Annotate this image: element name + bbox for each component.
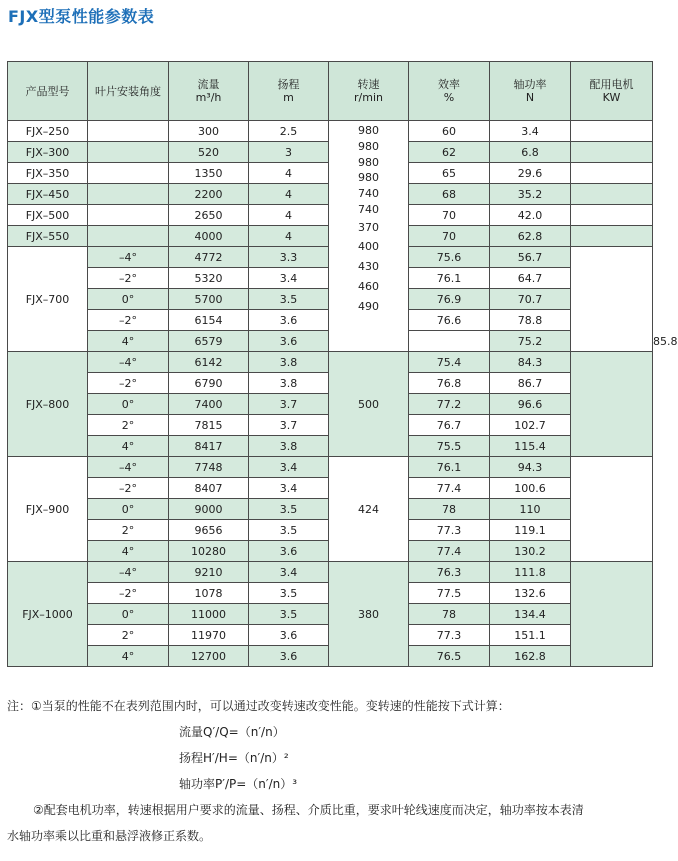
efficiency-cell: 77.4 <box>409 478 490 499</box>
head-cell: 3.6 <box>249 310 329 331</box>
efficiency-cell: 70 <box>409 226 490 247</box>
flow-cell: 2650 <box>169 205 249 226</box>
angle-cell: 4° <box>88 436 169 457</box>
flow-cell: 1350 <box>169 163 249 184</box>
motor-cell-merged <box>571 457 653 562</box>
angle-cell: 0° <box>88 289 169 310</box>
efficiency-cell: 70 <box>409 205 490 226</box>
angle-cell: 2° <box>88 625 169 646</box>
table-row: 4° 6579 3.6 75.2 85.8 <box>8 331 653 352</box>
head-cell: 3.8 <box>249 373 329 394</box>
flow-cell: 2200 <box>169 184 249 205</box>
angle-cell: –4° <box>88 457 169 478</box>
shaft-power-cell: 115.4 <box>490 436 571 457</box>
model-cell: FJX–450 <box>8 184 88 205</box>
head-cell: 3.5 <box>249 289 329 310</box>
table-row <box>8 352 653 373</box>
model-cell-merged: FJX–800 <box>8 352 88 457</box>
speed-cell-merged: 424 <box>329 457 409 562</box>
efficiency-cell: 68 <box>409 184 490 205</box>
speed-cell <box>409 331 490 352</box>
flow-cell: 12700 <box>169 646 249 667</box>
flow-cell: 300 <box>169 121 249 142</box>
head-cell: 3.5 <box>249 499 329 520</box>
angle-cell <box>88 205 169 226</box>
shaft-power-cell: 70.7 <box>490 289 571 310</box>
speed-value: 460 <box>358 279 379 293</box>
note-2: ②配套电机功率，转速根据用户要求的流量、扬程、介质比重，要求叶轮线速度而决定，轴功率按本表清 <box>33 803 584 817</box>
shaft-power-cell: 56.7 <box>490 247 571 268</box>
head-cell: 3.6 <box>249 331 329 352</box>
angle-cell: –2° <box>88 373 169 394</box>
header-speed-unit: r/min <box>354 91 383 104</box>
header-efficiency: 效率 % <box>409 62 490 121</box>
speed-value: 980 <box>358 171 379 185</box>
shaft-power-cell: 134.4 <box>490 604 571 625</box>
motor-cell-merged <box>571 352 653 457</box>
flow-cell: 6790 <box>169 373 249 394</box>
head-cell: 4 <box>249 163 329 184</box>
flow-cell: 4772 <box>169 247 249 268</box>
efficiency-cell: 77.3 <box>409 625 490 646</box>
flow-cell: 8407 <box>169 478 249 499</box>
motor-cell <box>571 205 653 226</box>
speed-cell-merged: 500 <box>329 352 409 457</box>
header-shaft-power-unit: N <box>525 91 535 104</box>
flow-cell: 8417 <box>169 436 249 457</box>
shaft-power-cell: 62.8 <box>490 226 571 247</box>
shaft-power-cell: 64.7 <box>490 268 571 289</box>
angle-cell: 4° <box>88 331 169 352</box>
flow-cell: 11970 <box>169 625 249 646</box>
motor-cell <box>571 163 653 184</box>
head-cell: 3.3 <box>249 247 329 268</box>
flow-cell: 7400 <box>169 394 249 415</box>
header-efficiency-unit: % <box>443 91 455 104</box>
model-cell-merged: FJX–1000 <box>8 562 88 667</box>
efficiency-cell: 65 <box>409 163 490 184</box>
efficiency-cell: 76.1 <box>409 457 490 478</box>
efficiency-cell: 76.1 <box>409 268 490 289</box>
angle-cell <box>88 142 169 163</box>
efficiency-cell: 62 <box>409 142 490 163</box>
shaft-power-cell: 100.6 <box>490 478 571 499</box>
efficiency-cell: 76.6 <box>409 310 490 331</box>
shaft-power-cell: 162.8 <box>490 646 571 667</box>
table-row <box>8 562 653 583</box>
shaft-power-cell: 78.8 <box>490 310 571 331</box>
performance-table <box>7 61 678 667</box>
header-flow: 流量 m³/h <box>169 62 249 121</box>
efficiency-cell: 78 <box>409 604 490 625</box>
shaft-power-cell: 119.1 <box>490 520 571 541</box>
angle-cell: –2° <box>88 268 169 289</box>
flow-cell: 6154 <box>169 310 249 331</box>
speed-cell-merged: 380 <box>329 562 409 667</box>
angle-cell: –2° <box>88 583 169 604</box>
shaft-power-cell: 130.2 <box>490 541 571 562</box>
head-cell: 3.7 <box>249 415 329 436</box>
header-model: 产品型号 <box>8 62 88 121</box>
table-row <box>8 121 653 142</box>
angle-cell: 2° <box>88 520 169 541</box>
shaft-power-cell: 151.1 <box>490 625 571 646</box>
efficiency-cell: 77.4 <box>409 541 490 562</box>
angle-cell: 0° <box>88 394 169 415</box>
shaft-power-cell: 132.6 <box>490 583 571 604</box>
angle-cell <box>88 163 169 184</box>
head-cell: 3.6 <box>249 646 329 667</box>
efficiency-cell: 76.5 <box>409 646 490 667</box>
angle-cell <box>88 226 169 247</box>
formula-head: 扬程H′/H=（n′/n）² <box>179 751 289 765</box>
table-body <box>8 121 678 667</box>
angle-cell: –2° <box>88 478 169 499</box>
efficiency-cell: 75.4 <box>409 352 490 373</box>
efficiency-cell: 76.9 <box>409 289 490 310</box>
flow-cell: 9210 <box>169 562 249 583</box>
head-cell: 3.5 <box>249 583 329 604</box>
angle-cell: 2° <box>88 415 169 436</box>
speed-list <box>329 123 408 316</box>
table-row <box>8 457 653 478</box>
shaft-power-cell: 29.6 <box>490 163 571 184</box>
efficiency-cell: 77.3 <box>409 520 490 541</box>
angle-cell: 4° <box>88 541 169 562</box>
angle-cell <box>88 121 169 142</box>
flow-cell: 9656 <box>169 520 249 541</box>
note-3: 水轴功率乘以比重和悬浮液修正系数。 <box>7 829 212 843</box>
speed-value: 490 <box>358 299 379 313</box>
motor-cell-merged <box>571 247 653 352</box>
flow-cell: 7748 <box>169 457 249 478</box>
efficiency-cell: 78 <box>409 499 490 520</box>
motor-cell <box>571 226 653 247</box>
efficiency-cell: 76.8 <box>409 373 490 394</box>
header-head: 扬程 m <box>249 62 329 121</box>
angle-cell: 4° <box>88 646 169 667</box>
shaft-power-cell: 96.6 <box>490 394 571 415</box>
efficiency-cell: 75.5 <box>409 436 490 457</box>
header-head-unit: m <box>283 91 294 104</box>
page-title: FJX型泵性能参数表 <box>8 7 155 26</box>
head-cell: 3.4 <box>249 457 329 478</box>
speed-value: 740 <box>358 202 379 216</box>
speed-value: 740 <box>358 187 379 201</box>
header-flow-unit: m³/h <box>195 91 222 104</box>
header-motor: 配用电机 KW <box>571 62 653 121</box>
speed-value: 980 <box>358 155 379 169</box>
model-cell: FJX–350 <box>8 163 88 184</box>
speed-cell-merged <box>329 121 409 352</box>
motor-cell <box>571 142 653 163</box>
head-cell: 2.5 <box>249 121 329 142</box>
flow-cell: 11000 <box>169 604 249 625</box>
model-cell: FJX–550 <box>8 226 88 247</box>
note-1: 注：①当泵的性能不在表列范围内时，可以通过改变转速改变性能。变转速的性能按下式计算： <box>7 699 510 713</box>
head-cell: 3.5 <box>249 520 329 541</box>
flow-cell: 6142 <box>169 352 249 373</box>
shaft-power-cell: 110 <box>490 499 571 520</box>
header-motor-unit: KW <box>602 91 621 104</box>
speed-value: 370 <box>358 220 379 234</box>
efficiency-cell: 75.2 <box>490 331 571 352</box>
efficiency-cell: 60 <box>409 121 490 142</box>
flow-cell: 1078 <box>169 583 249 604</box>
shaft-power-cell: 94.3 <box>490 457 571 478</box>
speed-value: 400 <box>358 240 379 254</box>
head-cell: 3.5 <box>249 604 329 625</box>
speed-value: 980 <box>358 124 379 137</box>
head-cell: 3.6 <box>249 541 329 562</box>
head-cell: 3.8 <box>249 352 329 373</box>
shaft-power-cell: 35.2 <box>490 184 571 205</box>
angle-cell: –4° <box>88 352 169 373</box>
head-cell: 3.4 <box>249 562 329 583</box>
shaft-power-cell: 86.7 <box>490 373 571 394</box>
motor-cell-merged <box>571 562 653 667</box>
angle-cell <box>88 184 169 205</box>
motor-cell <box>571 184 653 205</box>
shaft-power-cell: 3.4 <box>490 121 571 142</box>
flow-cell: 9000 <box>169 499 249 520</box>
head-cell: 3.7 <box>249 394 329 415</box>
model-cell-merged: FJX–900 <box>8 457 88 562</box>
flow-cell: 10280 <box>169 541 249 562</box>
shaft-power-cell: 84.3 <box>490 352 571 373</box>
head-cell: 4 <box>249 205 329 226</box>
shaft-power-cell: 42.0 <box>490 205 571 226</box>
flow-cell: 7815 <box>169 415 249 436</box>
formula-power: 轴功率P′/P=（n′/n）³ <box>179 777 298 791</box>
shaft-power-cell: 102.7 <box>490 415 571 436</box>
head-cell: 4 <box>249 226 329 247</box>
formula-flow: 流量Q′/Q=（n′/n） <box>179 725 285 739</box>
flow-cell: 5700 <box>169 289 249 310</box>
efficiency-cell: 75.6 <box>409 247 490 268</box>
speed-value: 430 <box>358 260 379 274</box>
notes <box>7 693 655 849</box>
model-cell: FJX–250 <box>8 121 88 142</box>
angle-cell: –4° <box>88 247 169 268</box>
model-cell: FJX–500 <box>8 205 88 226</box>
shaft-power-cell: 111.8 <box>490 562 571 583</box>
angle-cell: 0° <box>88 604 169 625</box>
head-cell: 3.4 <box>249 478 329 499</box>
motor-cell <box>571 121 653 142</box>
head-cell: 4 <box>249 184 329 205</box>
head-cell: 3.8 <box>249 436 329 457</box>
header-speed: 转速 r/min <box>329 62 409 121</box>
shaft-power-cell: 6.8 <box>490 142 571 163</box>
table-header <box>8 62 653 121</box>
head-cell: 3.6 <box>249 625 329 646</box>
header-shaft-power: 轴功率 N <box>490 62 571 121</box>
flow-cell: 520 <box>169 142 249 163</box>
efficiency-cell: 76.3 <box>409 562 490 583</box>
speed-value: 980 <box>358 139 379 153</box>
model-cell-merged: FJX–700 <box>8 247 88 352</box>
efficiency-cell: 77.2 <box>409 394 490 415</box>
flow-cell: 4000 <box>169 226 249 247</box>
model-cell: FJX–300 <box>8 142 88 163</box>
head-cell: 3 <box>249 142 329 163</box>
angle-cell: –4° <box>88 562 169 583</box>
efficiency-cell: 77.5 <box>409 583 490 604</box>
angle-cell: –2° <box>88 310 169 331</box>
efficiency-cell: 76.7 <box>409 415 490 436</box>
flow-cell: 6579 <box>169 331 249 352</box>
header-angle: 叶片安装角度 <box>88 62 169 121</box>
flow-cell: 5320 <box>169 268 249 289</box>
angle-cell: 0° <box>88 499 169 520</box>
head-cell: 3.4 <box>249 268 329 289</box>
